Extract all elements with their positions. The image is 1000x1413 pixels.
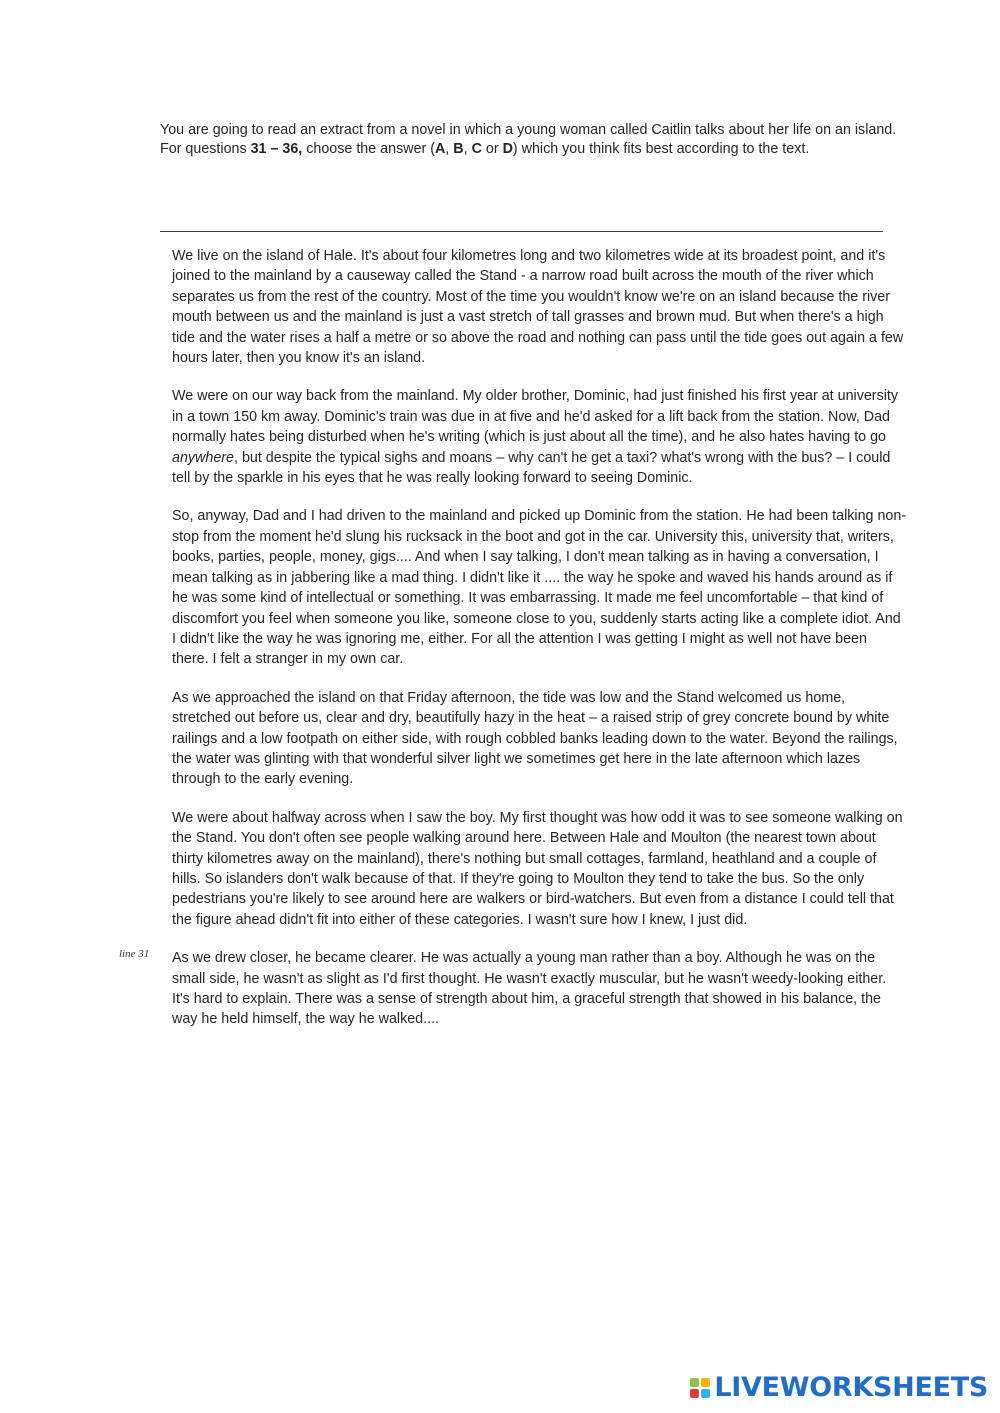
logo-square-red	[690, 1389, 699, 1398]
option-c-label: C	[471, 140, 482, 157]
passage-paragraph-1: We live on the island of Hale. It's about four kilometres long and two kilometres wide at its broadest point, and it's joined to the mainland by a causeway called the Stand - a narrow road built across the mouth of the river which separates us from the rest of the country. Most of the time you wouldn't know we're on an island because the river mouth between us and the mainland is just a vast stretch of tall grasses and brown mud. But when there's a high tide and the water rises a half a metre or so above the road and nothing can pass until the tide goes out again a few hours later, then you know it's an island.	[172, 248, 904, 367]
passage-paragraph-2	[172, 386, 907, 488]
passage-paragraph-4: As we approached the island on that Friday afternoon, the tide was low and the Stand welcomed us home, stretched out before us, clear and dry, beautifully hazy in the heat – a raised strip of grey concrete bound by white railings and a low footpath on either side, with rough cobbled banks leading down to the water. Beyond the railings, the water was glinting with that wonderful silver light we sometimes get here in the late afternoon which lazes through to the early evening.	[172, 689, 898, 788]
option-b-label: B	[453, 140, 464, 157]
separator: ,	[463, 140, 472, 157]
brand-name: LIVEWORKSHEETS	[714, 1372, 988, 1403]
instructions-text: ) which you think fits best according to the text.	[512, 140, 810, 157]
separator: ,	[445, 140, 454, 157]
logo-square-green	[690, 1378, 699, 1387]
instructions-text: choose the answer (	[302, 140, 435, 157]
logo-square-yellow	[701, 1378, 710, 1387]
divider	[160, 231, 883, 232]
passage-paragraph-6: As we drew closer, he became clearer. He was actually a young man rather than a boy. Although he was on the small side, he wasn't as slight as I'd first thought. He wasn't exactly muscular, but he wasn't weedy-looking either. It's hard to explain. There was a sense of strength about him, a graceful strength that showed in his balance, the way he held himself, the way he walked....	[172, 950, 887, 1028]
emphasis-text: anywhere	[172, 449, 234, 466]
liveworksheets-brand	[690, 1372, 988, 1403]
reading-passage	[172, 246, 907, 1030]
option-d-label: D	[502, 140, 513, 157]
passage-paragraph-3: So, anyway, Dad and I had driven to the mainland and picked up Dominic from the station. He had been talking non-stop from the moment he'd slung his rucksack in the boot and got in the car. University this, university that, writers, books, parties, people, money, gigs.... And when I say talking, I don't mean talking as in having a conversation, I mean talking as in jabbering like a mad thing. I didn't like it .... the way he spoke and waved his hands around as if he was some kind of intellectual or something. It was embarrassing. It made me feel uncomfortable – that kind of discomfort you feel when someone you like, someone close to you, suddenly starts acting like a complete idiot. And I didn't like the way he was ignoring me, either. For all the attention I was getting I might as well not have been there. I felt a stranger in my own car.	[172, 508, 907, 668]
option-a-label: A	[435, 140, 446, 157]
passage-text: We were on our way back from the mainland. My older brother, Dominic, had just finished his first year at university in a town 150 km away. Dominic's train was due in at five and he'd asked for a lift back from the station. Now, Dad normally hates being disturbed when he's writing (which is just about all the time), and he also hates having to go	[172, 388, 899, 446]
line-31-marker: line 31	[119, 948, 150, 960]
separator: or	[481, 140, 503, 157]
liveworksheets-logo-icon	[690, 1378, 710, 1398]
passage-text: , but despite the typical sighs and moans – why can't he get a taxi? what's wrong with the bus? – I could tell by the sparkle in his eyes that he was really looking forward to seeing Dominic.	[172, 449, 891, 487]
question-range: 31 – 36,	[250, 140, 303, 157]
logo-square-blue	[701, 1389, 710, 1398]
passage-paragraph-5: We were about halfway across when I saw the boy. My first thought was how odd it was to see someone walking on the Stand. You don't often see people walking around here. Between Hale and Moulton (the nearest town about thirty kilometres away on the mainland), there's nothing but small cottages, farmland, heathland and a couple of hills. So islanders don't walk because of that. If they're going to Moulton they tend to take the bus. So the only pedestrians you're likely to see around here are walkers or bird-watchers. But even from a distance I could tell that the figure ahead didn't fit into either of these categories. I wasn't sure how I knew, I just did.	[172, 809, 903, 928]
instructions-text: You are going to read an extract from a novel in which a young woman called Caitlin talks about her life on an island. For questions	[160, 122, 897, 157]
instructions	[160, 121, 900, 158]
